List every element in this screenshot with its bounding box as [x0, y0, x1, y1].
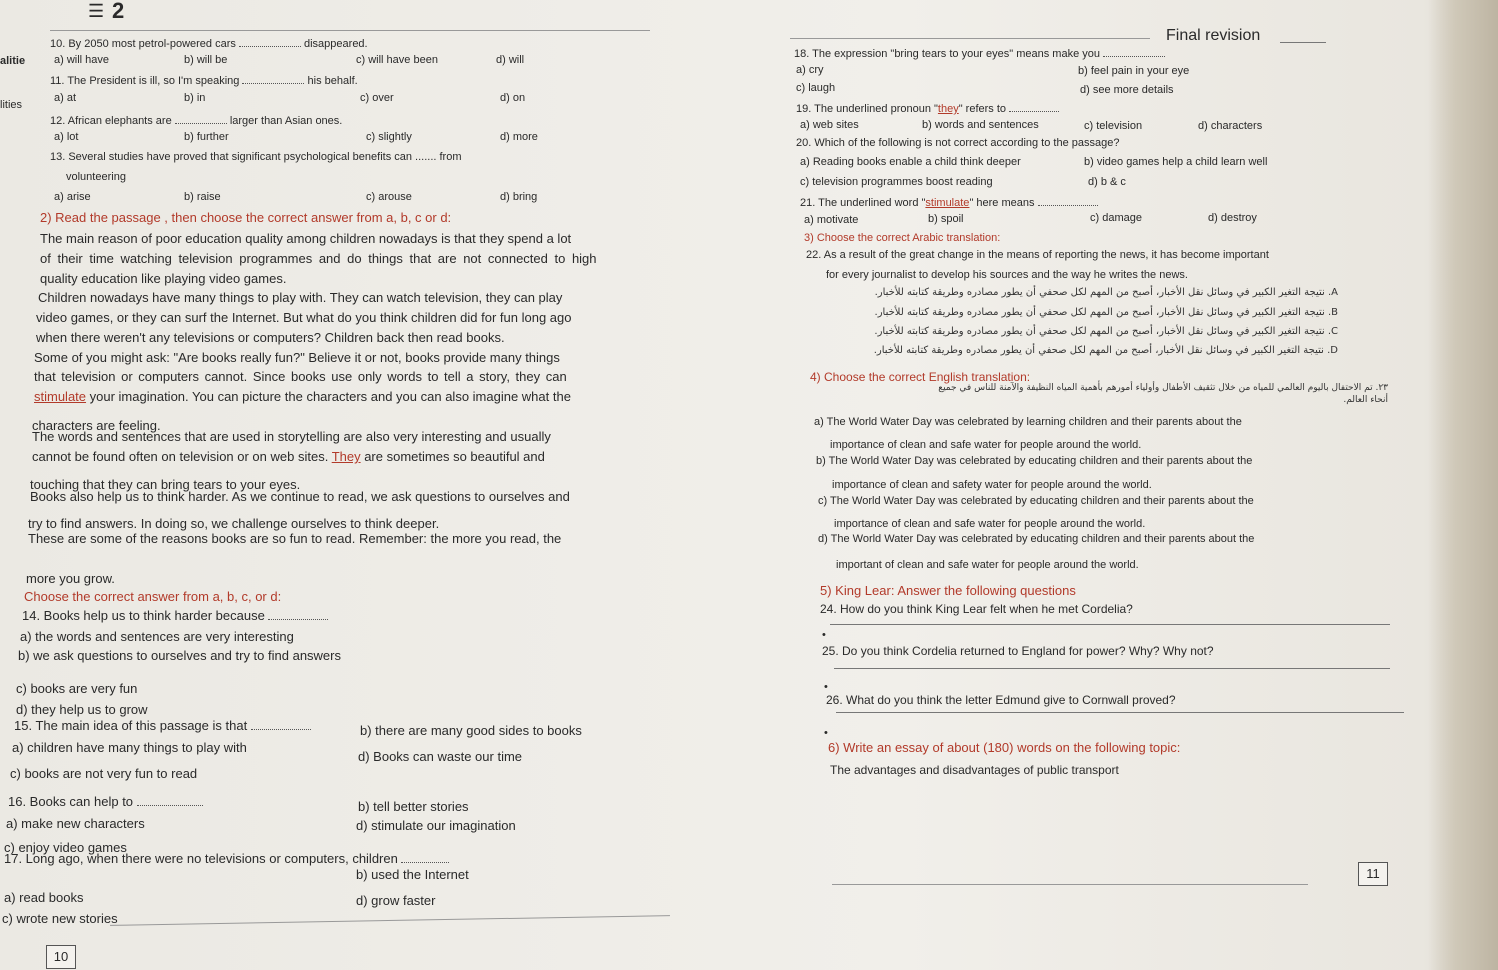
q14-c[interactable]: c) books are very fun [16, 681, 138, 696]
passage-line-16: These are some of the reasons books are so fun to read. Remember: the more you read, the [28, 531, 562, 546]
section-5-heading: 5) King Lear: Answer the following questions [820, 583, 1076, 598]
q20-d[interactable]: d) b & c [1088, 176, 1126, 188]
q25-rule [834, 668, 1390, 669]
q23-d-line2[interactable]: important of clean and safe water for people around the world. [836, 559, 1139, 571]
title-rule [1280, 42, 1326, 43]
q21-stem: 21. The underlined word "stimulate" here means [800, 195, 1098, 209]
q19-d[interactable]: d) characters [1198, 120, 1263, 132]
q23-d-line1[interactable]: d) The World Water Day was celebrated by educating children and their parents about the [818, 533, 1255, 545]
q18-b[interactable]: b) feel pain in your eye [1078, 65, 1190, 77]
q11-b[interactable]: b) in [184, 92, 206, 104]
q19-b[interactable]: b) words and sentences [922, 119, 1039, 131]
q20-stem: 20. Which of the following is not correct according to the passage? [796, 137, 1120, 149]
q15-a[interactable]: a) children have many things to play with [12, 740, 247, 755]
margin-word-a: alitie [0, 55, 26, 67]
q14-d[interactable]: d) they help us to grow [16, 702, 148, 717]
arabic-option-a[interactable]: A. نتيجة التغير الكبير في وسائل نقل الأخبار، أصبح من المهم لكل صحفي أن يطور مصادره وطريقة كتابته للأخبار. [874, 287, 1338, 298]
passage-line-4: Children nowadays have many things to play with. They can watch television, they can play [38, 290, 563, 305]
q12-a[interactable]: a) lot [54, 131, 79, 143]
q23-a-line2[interactable]: importance of clean and safe water for people around the world. [830, 439, 1142, 451]
q12-stem: 12. African elephants are larger than Asian ones. [50, 115, 343, 127]
q17-a[interactable]: a) read books [4, 890, 84, 905]
passage-line-13: touching that they can bring tears to your eyes. [30, 477, 301, 492]
q16-a[interactable]: a) make new characters [6, 816, 145, 831]
arabic-option-c[interactable]: C. نتيجة التغير الكبير في وسائل نقل الأخبار، أصبح من المهم لكل صحفي أن يطور مصادره وطريقة كتابته للأخبار. [874, 326, 1338, 337]
q25-answer-bullet[interactable]: • [824, 681, 828, 693]
q11-d[interactable]: d) on [500, 92, 526, 104]
q13-a[interactable]: a) arise [54, 191, 91, 203]
q21-a[interactable]: a) motivate [804, 214, 859, 226]
header-rule [50, 30, 650, 31]
q20-b[interactable]: b) video games help a child learn well [1084, 156, 1268, 168]
q10-d[interactable]: d) will [496, 54, 525, 66]
q23-arabic-2: أنحاء العالم. [1343, 395, 1388, 405]
q18-stem: 18. The expression "bring tears to your eyes" means make you [794, 46, 1165, 60]
passage-line-12: cannot be found often on television or on web sites. They are sometimes so beautiful and [32, 449, 545, 464]
choose-heading: Choose the correct answer from a, b, c, or d: [24, 589, 282, 604]
q19-stem: 19. The underlined pronoun "they" refers to [796, 101, 1059, 115]
passage-line-1: The main reason of poor education quality among children nowadays is that they spend a lot [40, 231, 572, 246]
q20-c[interactable]: c) television programmes boost reading [800, 176, 993, 188]
passage-line-7: Some of you might ask: "Are books really fun?" Believe it or not, books provide many things [34, 350, 560, 365]
q13-b[interactable]: b) raise [184, 191, 221, 203]
q17-b[interactable]: b) used the Internet [356, 867, 469, 882]
q12-b[interactable]: b) further [184, 131, 229, 143]
section-6-heading: 6) Write an essay of about (180) words on the following topic: [828, 740, 1181, 755]
q22-stem-2: for every journalist to develop his sources and the way he writes the news. [826, 269, 1188, 281]
q19-a[interactable]: a) web sites [800, 119, 859, 131]
q11-stem: 11. The President is ill, so I'm speaking his behalf. [50, 75, 358, 87]
q13-stem: 13. Several studies have proved that significant psychological benefits can ....... from [50, 151, 462, 163]
q22-stem: 22. As a result of the great change in the means of reporting the news, it has become important [806, 249, 1269, 261]
final-revision-title: Final revision [1166, 27, 1261, 44]
passage-line-9: stimulate your imagination. You can picture the characters and you can also imagine what the [34, 389, 571, 404]
q17-c[interactable]: c) wrote new stories [2, 911, 118, 926]
q26-rule [836, 712, 1404, 713]
passage-line-3: quality education like playing video games. [40, 271, 287, 286]
q23-b-line1[interactable]: b) The World Water Day was celebrated by educating children and their parents about the [816, 455, 1253, 467]
q10-a[interactable]: a) will have [54, 54, 110, 66]
q18-d[interactable]: d) see more details [1080, 84, 1174, 96]
q15-d[interactable]: d) Books can waste our time [358, 749, 523, 764]
margin-word-b: lities [0, 99, 23, 111]
passage-line-14: Books also help us to think harder. As we continue to read, we ask questions to ourselves and [30, 489, 570, 504]
q18-rule [790, 38, 1150, 39]
q24-rule [830, 624, 1390, 625]
passage-line-6: when there weren't any televisions or computers? Children back then read books. [36, 330, 505, 345]
unit-number: 2 [112, 0, 125, 23]
q15-c[interactable]: c) books are not very fun to read [10, 766, 198, 781]
q11-c[interactable]: c) over [360, 92, 394, 104]
passage-line-15: try to find answers. In doing so, we challenge ourselves to think deeper. [28, 516, 440, 531]
q12-d[interactable]: d) more [500, 131, 538, 143]
q18-c[interactable]: c) laugh [796, 82, 836, 94]
q14-b[interactable]: b) we ask questions to ourselves and try to find answers [18, 648, 341, 663]
q11-a[interactable]: a) at [54, 92, 77, 104]
q26-answer-bullet[interactable]: • [824, 727, 828, 739]
passage-line-17: more you grow. [26, 571, 115, 586]
essay-topic: The advantages and disadvantages of public transport [830, 763, 1119, 777]
q23-c-line2[interactable]: importance of clean and safe water for people around the world. [834, 518, 1146, 530]
q20-a[interactable]: a) Reading books enable a child think deeper [800, 156, 1021, 168]
q13-c[interactable]: c) arouse [366, 191, 412, 203]
q14-stem: 14. Books help us to think harder because [22, 609, 328, 622]
q13-stem-2: volunteering [66, 171, 126, 183]
arabic-option-b[interactable]: B. نتيجة التغير الكبير في وسائل نقل الأخبار، أصبح من المهم لكل صحفي أن يطور مصادره وطريقة كتابته للأخبار. [874, 307, 1338, 318]
q15-stem: 15. The main idea of this passage is that [14, 719, 311, 732]
section-3-heading: 3) Choose the correct Arabic translation: [804, 232, 1001, 244]
essay-rule [832, 884, 1308, 885]
q21-c[interactable]: c) damage [1090, 212, 1142, 224]
q17-stem: 17. Long ago, when there were no televisions or computers, children [4, 852, 449, 865]
q12-c[interactable]: c) slightly [366, 131, 412, 143]
passage-line-2: of their time watching television programmes and do things that are not connected to high [40, 251, 597, 266]
q24-answer-bullet[interactable]: • [822, 629, 826, 641]
q16-stem: 16. Books can help to [8, 795, 203, 808]
q26-question: 26. What do you think the letter Edmund give to Cornwall proved? [826, 693, 1176, 707]
q23-c-line1[interactable]: c) The World Water Day was celebrated by educating children and their parents about the [818, 495, 1254, 507]
page-edge [1428, 0, 1498, 970]
q18-a[interactable]: a) cry [796, 64, 824, 76]
q16-b[interactable]: b) tell better stories [358, 799, 469, 814]
q16-d[interactable]: d) stimulate our imagination [356, 818, 516, 833]
unit-icon: ☰ [88, 1, 105, 21]
q19-c[interactable]: c) television [1084, 120, 1143, 132]
q21-b[interactable]: b) spoil [928, 213, 964, 225]
q16-c[interactable]: c) enjoy video games [4, 840, 127, 855]
section-2-heading: 2) Read the passage , then choose the correct answer from a, b, c or d: [40, 210, 452, 225]
page-number-right: 11 [1358, 862, 1388, 886]
passage-line-5: video games, or they can surf the Internet. But what do you think children did for fun long ago [36, 310, 572, 325]
page-number-left: 10 [46, 945, 76, 969]
q13-d[interactable]: d) bring [500, 191, 538, 203]
q24-question: 24. How do you think King Lear felt when he met Cordelia? [820, 602, 1133, 616]
q23-b-line2[interactable]: importance of clean and safety water for people around the world. [832, 479, 1152, 491]
passage-line-10: characters are feeling. [32, 418, 161, 433]
passage-line-11: The words and sentences that are used in storytelling are also very interesting and usually [32, 429, 551, 444]
q10-stem: 10. By 2050 most petrol-powered cars disappeared. [50, 38, 368, 50]
arabic-option-d[interactable]: D. نتيجة التغير الكبير في وسائل نقل الأخبار، أصبح من المهم لكل صحفي أن يطور مصادره وطريقة كتابته للأخبار. [873, 345, 1338, 356]
q23-arabic: ٢٣. تم الاحتفال باليوم العالمي للمياه من خلال تثقيف الأطفال وأولياء أمورهم بأهمية المياه النظيفة والآمنة للناس في جميع [938, 383, 1388, 393]
q21-d[interactable]: d) destroy [1208, 212, 1257, 224]
q15-b[interactable]: b) there are many good sides to books [360, 723, 582, 738]
q17-d[interactable]: d) grow faster [356, 893, 436, 908]
q14-a[interactable]: a) the words and sentences are very interesting [20, 629, 294, 644]
q23-a-line1[interactable]: a) The World Water Day was celebrated by learning children and their parents about the [814, 416, 1242, 428]
q10-c[interactable]: c) will have been [356, 54, 438, 66]
passage-line-8: that television or computers cannot. Since books use only words to tell a story, they can [34, 369, 567, 384]
q25-question: 25. Do you think Cordelia returned to England for power? Why? Why not? [822, 644, 1214, 658]
q10-b[interactable]: b) will be [184, 54, 228, 66]
section-4-heading: 4) Choose the correct English translation: [810, 370, 1031, 384]
